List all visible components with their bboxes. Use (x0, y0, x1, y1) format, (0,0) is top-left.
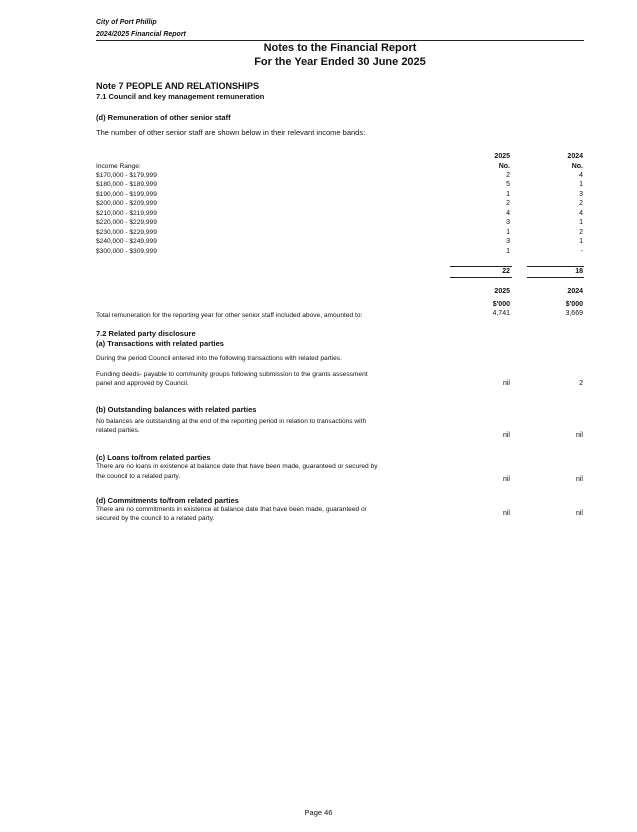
section-d-heading: (d) Remuneration of other senior staff (96, 113, 231, 122)
band-range: $170,000 - $179,999 (96, 172, 157, 179)
total-rule-top (450, 266, 512, 267)
rem-2025-value: 4,741 (492, 310, 510, 317)
band-range: $200,000 - $209,999 (96, 200, 157, 207)
section-d-intro: The number of other senior staff are shown below in their relevant income bands: (96, 128, 366, 137)
report-name: 2024/2025 Financial Report (96, 31, 186, 38)
band-range: $190,000 - $199,999 (96, 191, 157, 198)
section-d2-text: secured by the council to a related party. (96, 515, 215, 522)
total-2024: 18 (575, 268, 583, 275)
band-2025: 3 (506, 219, 510, 226)
section-a-text: panel and approved by Council. (96, 380, 189, 387)
rem-2025-header: 2025 (494, 288, 510, 295)
band-range: $220,000 - $229,999 (96, 219, 157, 226)
band-2024: 1 (579, 181, 583, 188)
note-heading: Note 7 PEOPLE AND RELATIONSHIPS (96, 81, 260, 91)
col-2024-unit: No. (571, 163, 583, 170)
section-a-text: Funding deeds- payable to community groups following submission to the grants assessment (96, 371, 368, 378)
band-range: $210,000 - $219,999 (96, 210, 157, 217)
section-b-text: related parties. (96, 427, 140, 434)
b-2025-value: nil (502, 432, 510, 439)
rem-2024-unit: $'000 (565, 301, 583, 308)
band-2025: 1 (506, 229, 510, 236)
b-2024-value: nil (575, 432, 583, 439)
section-d2-text: There are no commitments in existence at balance date that have been made, guaranteed or (96, 506, 367, 513)
col-2024-header: 2024 (567, 153, 583, 160)
section-d2-heading: (d) Commitments to/from related parties (96, 496, 239, 505)
related-heading: 7.2 Related party disclosure (96, 329, 196, 338)
band-2024: 2 (579, 229, 583, 236)
band-2025: 3 (506, 238, 510, 245)
band-2025: 4 (506, 210, 510, 217)
section-c-text: the council to a related party. (96, 473, 181, 480)
total-rule-bottom (527, 277, 584, 278)
band-2024: - (580, 248, 583, 255)
band-2025: 1 (506, 248, 510, 255)
section-b-text: No balances are outstanding at the end of the reporting period in relation to transactions with (96, 418, 367, 425)
income-range-label: Income Range: (96, 163, 141, 170)
col-2025-unit: No. (498, 163, 510, 170)
band-range: $240,000 - $249,999 (96, 238, 157, 245)
section-a-heading: (a) Transactions with related parties (96, 339, 224, 348)
page-number: Page 46 (304, 808, 333, 817)
band-2025: 5 (506, 181, 510, 188)
c-2025-value: nil (502, 476, 510, 483)
d2-2024-value: nil (575, 510, 583, 517)
band-2025: 2 (506, 172, 510, 179)
col-2025-header: 2025 (494, 153, 510, 160)
a-2024-value: 2 (579, 380, 583, 387)
total-rule-top (527, 266, 584, 267)
band-range: $180,000 - $189,999 (96, 181, 157, 188)
band-range: $230,000 - $229,999 (96, 229, 157, 236)
section-a-intro: During the period Council entered into the following transactions with related parties. (96, 355, 342, 362)
rem-2024-header: 2024 (567, 288, 583, 295)
rem-2024-value: 3,669 (565, 310, 583, 317)
page-title: Notes to the Financial Report (263, 42, 417, 54)
total-rule-bottom (450, 277, 512, 278)
a-2025-value: nil (502, 380, 510, 387)
remuneration-text: Total remuneration for the reporting year for other senior staff included above, amounted to: (96, 312, 363, 319)
note-subheading: 7.1 Council and key management remuneration (96, 92, 265, 101)
page-subtitle: For the Year Ended 30 June 2025 (254, 56, 426, 68)
section-c-text: There are no loans in existence at balance date that have been made, guaranteed or secured by (96, 463, 378, 470)
d2-2025-value: nil (502, 510, 510, 517)
section-c-heading: (c) Loans to/from related parties (96, 453, 211, 462)
org-name: City of Port Phillip (96, 19, 157, 26)
band-2024: 1 (579, 219, 583, 226)
band-2024: 4 (579, 172, 583, 179)
band-2025: 2 (506, 200, 510, 207)
band-range: $300,000 - $309,999 (96, 248, 157, 255)
rem-2025-unit: $'000 (492, 301, 510, 308)
total-2025: 22 (502, 268, 510, 275)
c-2024-value: nil (575, 476, 583, 483)
band-2024: 2 (579, 200, 583, 207)
band-2024: 4 (579, 210, 583, 217)
section-b-heading: (b) Outstanding balances with related parties (96, 405, 257, 414)
band-2024: 1 (579, 238, 583, 245)
header-rule (96, 40, 584, 41)
band-2024: 3 (579, 191, 583, 198)
band-2025: 1 (506, 191, 510, 198)
